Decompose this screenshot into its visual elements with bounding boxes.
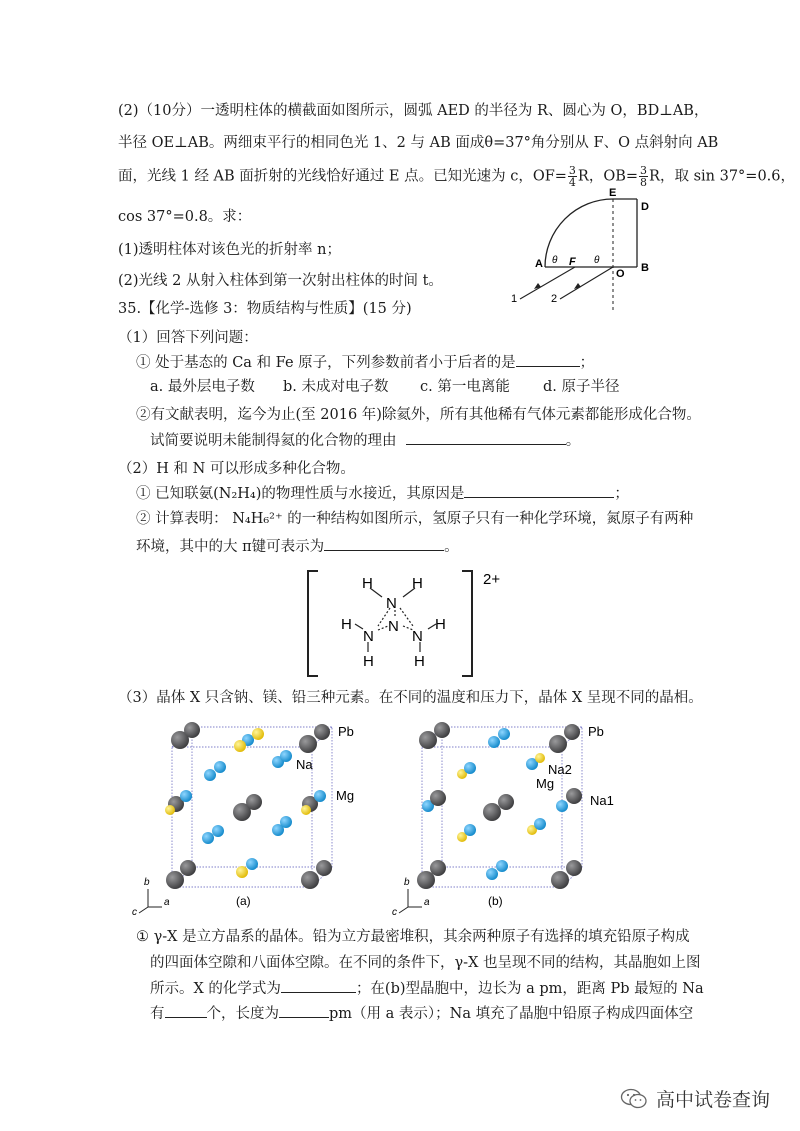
answer-blank [165,1003,207,1018]
label-f: F [569,256,576,268]
chem-s3-2: 的四面体空隙和八面体空隙。在不同的条件下，γ-X 也呈现不同的结构，其晶胞如上图 [150,955,701,971]
chem-s2-2: ② 计算表明： N₄H₆²⁺ 的一种结构如图所示，氢原子只有一种化学环境，氮原子有两种 [136,511,694,527]
label-o: O [616,268,625,280]
caption-b: (b) [488,894,503,908]
question-2: (2)光线 2 从射入柱体到第一次射出柱体的时间 t。 [118,273,443,289]
atom-h1: H [362,575,373,592]
chem-s2-2b: 环境，其中的大 π键可表示为 。 [136,536,459,557]
chem-s3: （3）晶体 X 只含钠、镁、铅三种元素。在不同的温度和压力下，晶体 X 呈现不同的晶相。 [118,690,703,706]
label-theta-2: θ [594,255,600,266]
atom-h5: H [363,653,374,670]
caption-a: (a) [236,894,251,908]
legend-b-na2: Na2 [548,762,572,777]
axis-a-c: c [132,907,137,917]
chem-s2-1: ① 已知联氨(N₂H₄)的物理性质与水接近，其原因是 ； [136,483,629,504]
option-a: a. 最外层电子数 [150,379,255,395]
atom-h6: H [414,653,425,670]
problem-line-2: 半径 OE⊥AB。两细束平行的相同色光 1、2 与 AB 面成θ=37°角分别从 F、O 点斜射向 AB [118,135,719,151]
ray-1 [520,267,575,299]
problem-line-1: (2)（10分）一透明柱体的横截面如图所示，圆弧 AED 的半径为 R、圆心为 O，BD⊥AB， [118,103,709,119]
axis-b-b: b [404,877,410,888]
label-ray-2: 2 [551,293,558,305]
crystal-cells-figure [130,712,650,917]
fraction-3-8: $\frac{3}{8}$ [640,164,648,189]
n4h6-structure-figure [300,566,520,686]
atom-h3: H [341,616,352,633]
answer-blank [279,1003,329,1018]
axis-a-b: b [144,877,150,888]
problem-line-4: cos 37°=0.8。求： [118,209,252,225]
chem-s3-4: 有 个，长度为 pm（用 a 表示）；Na 填充了晶胞中铅原子构成四面体空 [150,1003,693,1024]
atom-h4: H [435,616,446,633]
label-ray-1: 1 [511,293,518,305]
answer-blank [406,430,566,445]
atom-n-left: N [363,628,374,645]
legend-b-pb: Pb [588,724,604,739]
legend-a-na: Na [296,757,313,772]
chem-options [150,377,620,397]
charge-label: 2+ [483,571,501,588]
axis-a-a: a [164,897,170,908]
label-d: D [641,201,649,213]
atom-h2: H [412,575,423,592]
watermark [620,1085,770,1112]
option-d: d. 原子半径 [543,379,620,395]
bracket-left [308,571,318,676]
chem-heading: 35.【化学-选修 3：物质结构与性质】(15 分) [118,301,412,317]
legend-b-mg: Mg [536,776,555,791]
atom-n-center: N [388,618,399,635]
label-b: B [641,262,649,274]
legend-a-mg: Mg [336,788,355,803]
problem-line-3: 面，光线 1 经 AB 面折射的光线恰好通过 E 点。已知光速为 c，OF= $\frac{3}{4}$ R，OB= $\frac{3}{8}$ R，取 sin 37°=0.6， [118,164,796,189]
answer-blank [516,352,580,367]
chem-s3-3: 所示。X 的化学式为 ；在(b)型晶胞中，边长为 a pm，距离 Pb 最短的 Na [150,978,704,999]
ray-2 [560,267,613,299]
legend-a-pb: Pb [338,724,354,739]
answer-blank [464,483,614,498]
optics-figure [505,185,675,315]
label-a: A [535,258,543,270]
fraction-3-4: $\frac{3}{4}$ [568,164,576,189]
chem-s1-2b: 试简要说明未能制得氦的化合物的理由 。 [150,430,580,451]
legend-b-na1: Na1 [590,793,614,808]
chem-s3-1: ① γ-X 是立方晶系的晶体。铅为立方最密堆积，其余两种原子有选择的填充铅原子构成 [136,929,690,945]
axis-b-a: a [424,897,430,908]
chem-s1-2: ②有文献表明，迄今为止(至 2016 年)除氦外，所有其他稀有气体元素都能形成化合物。 [136,407,701,423]
wechat-icon [620,1087,648,1111]
axis-b-c: c [392,907,397,917]
axes-a [139,889,162,913]
answer-blank [324,536,444,551]
question-1: (1)透明柱体对该色光的折射率 n； [118,242,341,258]
atom-n-right: N [412,628,423,645]
label-e: E [609,187,617,199]
chem-s1-1: ① 处于基态的 Ca 和 Fe 原子，下列参数前者小于后者的是 ； [136,352,594,373]
option-c: c. 第一电离能 [420,379,510,395]
atom-n-top: N [386,595,397,612]
chem-s1: （1）回答下列问题： [118,330,258,346]
bracket-right [462,571,472,676]
label-theta-1: θ [552,255,558,266]
option-b: b. 未成对电子数 [283,379,389,395]
ray-1-arrow [534,283,541,289]
axes-b [399,889,422,913]
chem-s2: （2）H 和 N 可以形成多种化合物。 [118,461,355,477]
watermark-text: 高中试卷查询 [656,1089,771,1111]
answer-blank [281,978,356,993]
